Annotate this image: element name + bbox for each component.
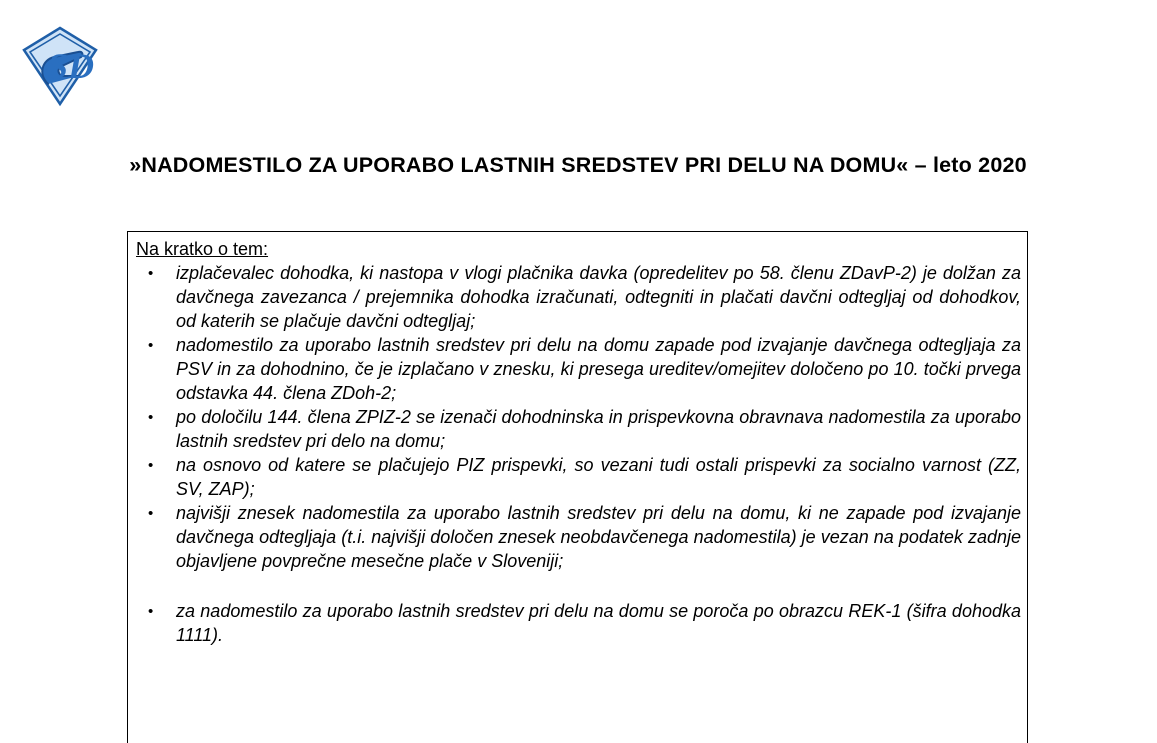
list-item: • nadomestilo za uporabo lastnih sredstev pri delu na domu zapade pod izvajanje davčnega odtegljaja za PSV in za dohodnino, če je izplačano v znesku, ki presega ureditev/omejitev določeno po 10. točki prvega odstavka 44. člena ZDoh-2;: [134, 334, 1021, 406]
list-item: • za nadomestilo za uporabo lastnih sredstev pri delu na domu se poroča po obrazcu REK-1 (šifra dohodka 1111).: [134, 600, 1021, 648]
logo-icon: [18, 24, 102, 108]
content-box: [127, 231, 1028, 743]
page-title: »NADOMESTILO ZA UPORABO LASTNIH SREDSTEV PRI DELU NA DOMU« – leto 2020: [129, 153, 1027, 177]
list-item: • na osnovo od katere se plačujejo PIZ prispevki, so vezani tudi ostali prispevki za socialno varnost (ZZ, SV, ZAP);: [134, 454, 1021, 502]
company-logo: [18, 24, 102, 108]
list-item: • po določilu 144. člena ZPIZ-2 se izenači dohodninska in prispevkovna obravnava nadomestila za uporabo lastnih sredstev pri delo na domu;: [134, 406, 1021, 454]
list-item: • izplačevalec dohodka, ki nastopa v vlogi plačnika davka (opredelitev po 58. členu ZDavP-2) je dolžan za davčnega zavezanca / prejemnika dohodka izračunati, odtegniti in plačati davčni odtegljaj od dohodkov, od katerih se plačuje davčni odtegljaj;: [134, 262, 1021, 334]
intro-label: Na kratko o tem:: [136, 239, 269, 259]
svg-text:SD: SD: [48, 46, 95, 86]
list-item: • najvišji znesek nadomestila za uporabo lastnih sredstev pri delu na domu, ki ne zapade pod izvajanje davčnega odtegljaja (t.i. najvišji določen znesek neobdavčenega nadomestila) je vezan na podatek zadnje objavljene povprečne mesečne plače v Sloveniji;: [134, 502, 1021, 574]
bullet-list: [134, 262, 1021, 647]
